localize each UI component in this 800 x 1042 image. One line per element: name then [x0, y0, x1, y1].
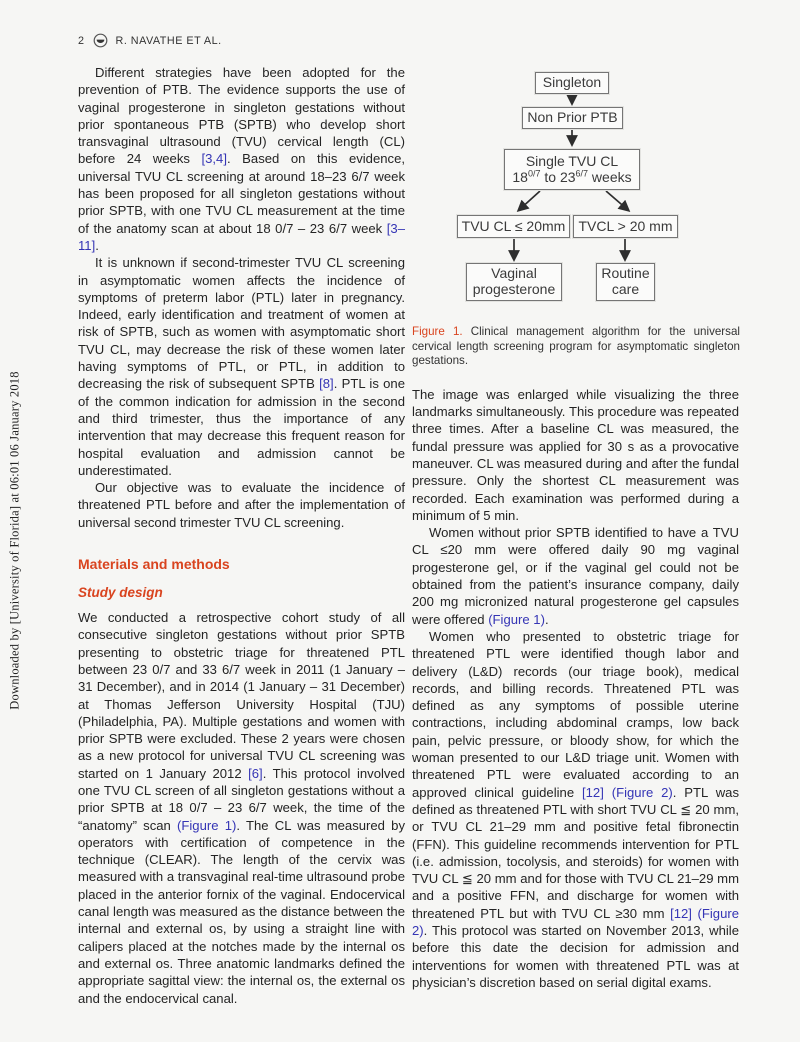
text-segment: 6/7: [575, 167, 589, 178]
running-header: [78, 33, 222, 48]
publisher-logo-icon: [93, 33, 108, 48]
citation-link[interactable]: [3–11]: [78, 220, 405, 253]
figure1-flowchart: [412, 62, 740, 310]
flow-node-routine-care: Routine care: [596, 263, 655, 301]
flow-node-singleton: Singleton: [535, 72, 609, 94]
figure-link[interactable]: (Figure 1): [177, 817, 237, 833]
paragraph-objective: Our objective was to evaluate the incidence of threatened PTL before and after the implementation of universal second trimester TVU CL screening.: [78, 480, 405, 530]
flow-node-non-prior-ptb: Non Prior PTB: [522, 107, 623, 129]
figure1-caption: Figure 1. Clinical management algorithm for the universal cervical length screening program for asymptomatic singleton gestations.: [412, 325, 740, 368]
citation-link[interactable]: [8]: [319, 376, 334, 392]
figure-link[interactable]: (Figure 2): [412, 905, 740, 938]
subsection-heading-study-design: Study design: [78, 585, 163, 601]
paragraph-ptl-definition: Women who presented to obstetric triage for threatened PTL were identified though labor and delivery (L&D) records (our triage book), medical records, and billing records. Threatened PTL was defined as any symptoms of possible uterine contractions, including abdominal cramps, low back pain, pelvic pressure, or bloody show, for which the woman presented to our L&D triage unit. Women with threatened PTL were evaluated according to an approved clinical guideline [12] (Figure 2). PTL was defined as threatened PTL with short TVU CL ≦ 20 mm, or TVU CL 21–29 mm and positive fetal fibronectin (FFN). This guideline recommends intervention for PTL (i.e. admission, tocolysis, and steroids) for women with TVU CL ≦ 20 mm and for those with TVU CL 21–29 mm and a positive FFN, and discharge for women with threatened PTL but with TVU CL ≥30 mm [12] (Figure 2). This protocol was started on November 2013, while before this date the decision for admission and interventions for women with threatened PTL was at physician’s discretion based on serial digital exams.: [412, 628, 740, 990]
citation-link[interactable]: [12]: [670, 905, 692, 921]
flow-node-tvu-cl-short: TVU CL ≤ 20mm: [457, 215, 570, 238]
paragraph-progesterone-offer: Women without prior SPTB identified to have a TVU CL ≤20 mm were offered daily 90 mg vaginal progesterone gel, or if the vaginal gel could not be obtained from the patient’s insurance company, daily 200 mg micronized natural progesterone gel capsules were offered (Figure 1).: [412, 525, 739, 627]
right-column: [412, 62, 739, 991]
left-column: [78, 64, 405, 1007]
section-heading-materials-and-methods: Materials and methods: [78, 556, 230, 573]
page-number: 2: [78, 34, 85, 47]
paragraph-study-design: We conducted a retrospective cohort study of all consecutive singleton gestations without prior SPTB presenting to obstetric triage for threatened PTL between 23 0/7 and 33 6/7 week in 2011 (1 January – 31 December), and in 2014 (1 January – 31 December) at Thomas Jefferson University Hospital (TJU) (Philadelphia, PA). Multiple gestations and women with prior SPTB were excluded. These 2 years were chosen as a new protocol for universal TVU CL screening was started on 1 January 2012 [6]. This protocol involved one TVU CL screen of all singleton gestations without a prior SPTB at 18 0/7 – 23 6/7 week, the time of the “anatomy” scan (Figure 1). The CL was measured by operators with certification of competence in the technique (CLEAR). The length of the cervix was measured with a transvaginal real-time ultrasound probe placed in the anterior fornix of the vaginal. Endocervical canal length was measured as the distance between the internal and external os, by using a straight line with calipers placed at the notches made by the internal os and external os. Three anatomic landmarks defined the appropriate sagittal view: the internal os, the external os and the endocervical canal.: [78, 610, 405, 1006]
figure-link[interactable]: (Figure 1): [488, 611, 545, 627]
figure-link[interactable]: (Figure 2): [611, 784, 673, 800]
flow-node-single-tvu-cl-line2: $18^{0/7}$ to $23^{6/7}$ weeks: [512, 167, 632, 185]
flow-node-vaginal-progesterone: Vaginal progesterone: [466, 263, 562, 301]
paragraph-intro-1: Different strategies have been adopted for the prevention of PTB. The evidence supports the use of vaginal progesterone in singleton gestations without prior spontaneous PTB (SPTB) who develop short transvaginal ultrasound (TVU) cervical length (CL) before 24 weeks [3,4]. Based on this evidence, universal TVU CL screening at around 18–23 6/7 week has been proposed for all singleton gestations without prior SPTB, with one TVU CL measurement at the time of the anatomy scan at about 18 0/7 – 23 6/7 week [3–11].: [78, 65, 405, 253]
running-head-authors: R. NAVATHE ET AL.: [115, 34, 222, 47]
download-watermark: Downloaded by [University of Florida] at 06:01 06 January 2018: [7, 371, 22, 710]
flow-node-single-tvu-cl: [504, 149, 640, 190]
figure1: [412, 62, 740, 369]
citation-link[interactable]: [6]: [248, 765, 263, 781]
paragraph-measurement: The image was enlarged while visualizing the three landmarks simultaneously. This procedure was repeated three times. After a baseline CL was measured, the fundal pressure was applied for 30 s as a provocative maneuver. CL was measured during and after the fundal pressure. Only the shortest CL measurement was recorded. Each examination was performed during a minimum of 5 min.: [412, 386, 739, 523]
flow-node-tvcl-long: TVCL > 20 mm: [573, 215, 678, 238]
text-segment: Figure 1.: [412, 325, 471, 338]
citation-link[interactable]: [12]: [582, 784, 604, 800]
text-segment: 0/7: [527, 167, 541, 178]
flow-node-single-tvu-cl-line1: Single TVU CL: [525, 152, 619, 169]
paragraph-intro-2: It is unknown if second-trimester TVU CL screening in asymptomatic women affects the incidence of symptoms of preterm labor (PTL) later in pregnancy. Indeed, early identification and treatment of women at risk of SPTB, such as women with asymptomatic short TVU CL, may decrease the risk of these women later having symptoms of PTL, or PTL, in addition to decreasing the risk of subsequent SPTB [8]. PTL is one of the common indication for admission in the second and third trimester, thus the importance of any intervention that may decrease this frequent reason for hospital evaluation and admission cannot be underestimated.: [78, 255, 405, 478]
citation-link[interactable]: [3,4]: [201, 151, 227, 167]
